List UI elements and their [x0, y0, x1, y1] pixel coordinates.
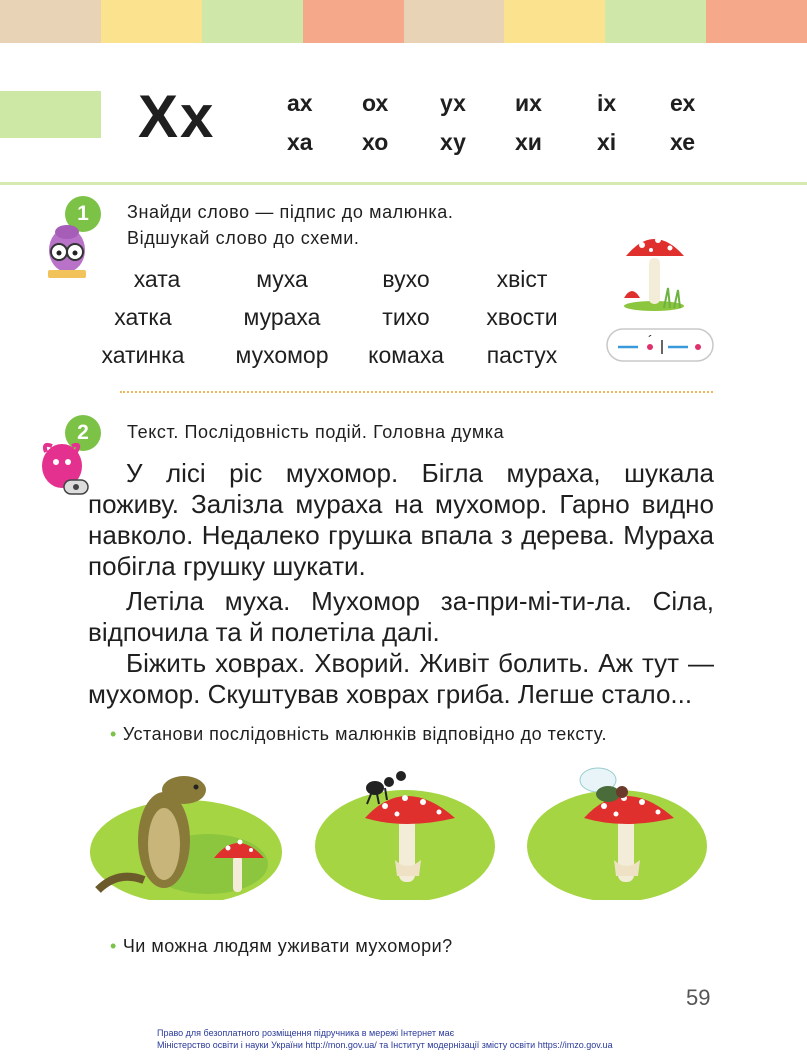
syllable: ух: [440, 90, 466, 116]
exercise1-instruction: Знайди слово — підпис до малюнка.: [127, 202, 454, 222]
page-number: 59: [686, 985, 711, 1010]
color-stripes: [0, 0, 807, 43]
mushroom-illustration: [618, 228, 690, 312]
bullet-icon: •: [110, 936, 117, 956]
task-item: [110, 936, 453, 957]
owl-mascot-icon: [44, 222, 90, 284]
exercise1-instruction: Відшукай слово до схеми.: [127, 228, 360, 248]
bullet-icon: •: [110, 724, 117, 744]
stripe-5: [404, 0, 505, 43]
stripe-6: [504, 0, 605, 43]
picture-ant-on-mushroom: [313, 760, 497, 900]
word-option: хатинка: [101, 342, 185, 368]
story-paragraph: Летіла муха. Мухомор за-при-мі-ти-ла. Сіла, відпочила та й полетіла далі.: [88, 586, 714, 647]
syllable: хи: [515, 129, 542, 155]
word-option: муха: [256, 266, 308, 292]
task-text: Установи послідовність малюнків відповідно до тексту.: [122, 724, 607, 744]
syllable: хі: [597, 129, 617, 155]
stripe-7: [605, 0, 706, 43]
word-option: тихо: [382, 304, 430, 330]
word-option: мураха: [243, 304, 321, 330]
picture-marmot-mushroom: [88, 760, 284, 900]
task-item: [110, 724, 607, 745]
stripe-2: [101, 0, 202, 43]
exercise-number-badge: 1: [65, 196, 101, 232]
stripe-1: [0, 0, 101, 43]
stripe-8: [706, 0, 807, 43]
stripe-3: [202, 0, 303, 43]
section-divider: [120, 391, 713, 393]
word-option: хвіст: [496, 266, 548, 292]
sound-scheme: [606, 328, 714, 362]
letter-heading: Хх: [138, 83, 216, 150]
exercise-number-badge: 2: [65, 415, 101, 451]
exercise2-heading: Текст. Послідовність подій. Головна думка: [127, 422, 505, 442]
stripe-4: [303, 0, 404, 43]
picture-fly-on-mushroom: [524, 760, 710, 900]
header-divider: [0, 182, 807, 185]
syllable: ху: [440, 129, 466, 155]
section-tab: [0, 91, 101, 138]
word-option: вухо: [382, 266, 430, 292]
syllable: хо: [362, 129, 389, 155]
word-option: мухомор: [235, 342, 329, 368]
task-text: Чи можна людям уживати мухомори?: [122, 936, 453, 956]
syllable: ха: [287, 129, 313, 155]
word-option: хвости: [486, 304, 558, 330]
syllable: ох: [362, 90, 389, 116]
license-notice: Право для безоплатного розміщення підручника в мережі Інтернет має: [157, 1028, 455, 1038]
word-option: комаха: [368, 342, 444, 368]
pink-mascot-icon: [38, 440, 94, 502]
syllable: ех: [670, 90, 696, 116]
story-paragraph: Біжить ховрах. Хворий. Живіт болить. Аж тут — мухомор. Скуштував ховрах гриба. Легше стало...: [88, 648, 714, 709]
word-option: хатка: [114, 304, 172, 330]
license-notice: Міністерство освіти і науки України http://mon.gov.ua/ та Інститут модернізації змісту освіти https://imzo.gov.ua: [157, 1040, 613, 1050]
story-paragraph: У лісі ріс мухомор. Бігла мураха, шукала поживу. Залізла мураха на мухомор. Гарно видно навколо. Недалеко грушка впала з дерева. Мураха побігла грушку шукати.: [88, 458, 714, 581]
syllable: іх: [597, 90, 617, 116]
syllable: ах: [287, 90, 313, 116]
syllable: их: [515, 90, 542, 116]
syllable: хе: [670, 129, 696, 155]
stress-mark: ´: [648, 332, 653, 348]
word-option: хата: [133, 266, 181, 292]
word-option: пастух: [486, 342, 558, 368]
